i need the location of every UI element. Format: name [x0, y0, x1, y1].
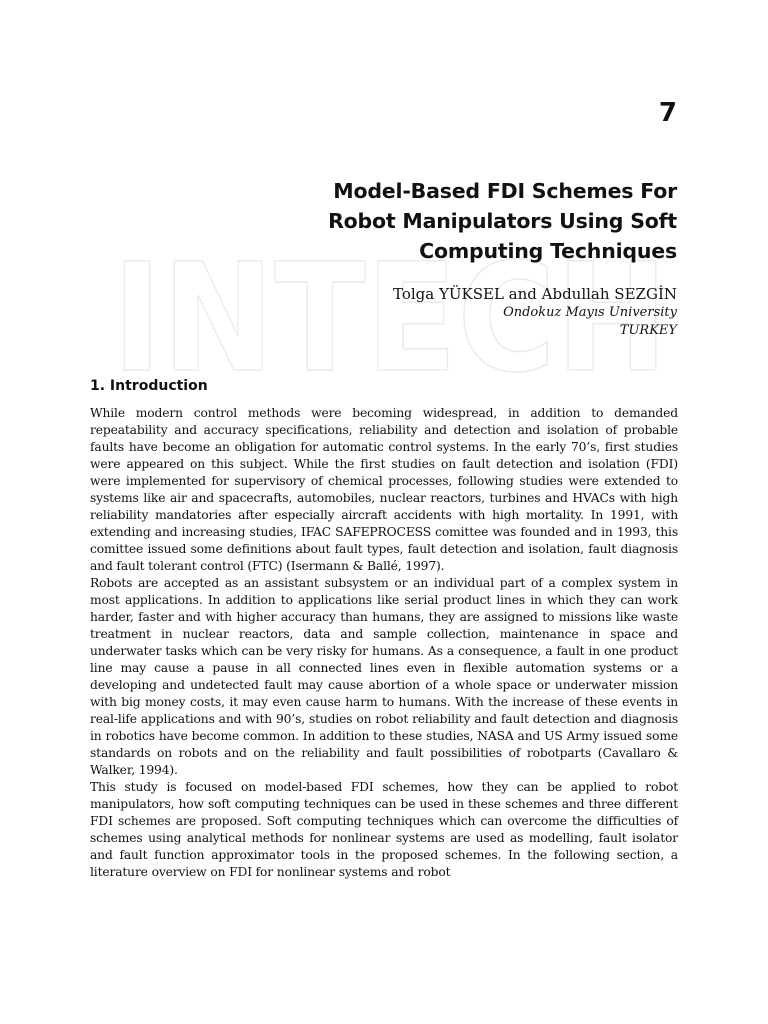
- author-affiliation: [503, 304, 677, 340]
- title-line: Model-Based FDI Schemes For: [333, 179, 677, 203]
- section-heading: 1. Introduction: [90, 378, 208, 394]
- author-names: Tolga YÜKSEL and Abdullah SEZGİN: [392, 285, 677, 303]
- section-body: [90, 405, 678, 881]
- chapter-title: [217, 176, 677, 266]
- title-line: Computing Techniques: [419, 239, 677, 263]
- affiliation-country: TURKEY: [619, 323, 677, 338]
- watermark-text: INTECH: [112, 242, 668, 382]
- paragraph: This study is focused on model-based FDI schemes, how they can be applied to robot manipulators, how soft computing techniques can be used in these schemes and three different FDI schemes are proposed. Soft computing techniques which can overcome the difficulties of schemes using analytical methods for nonlinear systems are used as modelling, fault isolator and fault function approximator tools in the proposed schemes. In the following section, a literature overview on FDI for nonlinear systems and robot: [90, 780, 678, 879]
- chapter-number: 7: [658, 98, 677, 128]
- affiliation-university: Ondokuz Mayıs University: [503, 305, 677, 320]
- title-line: Robot Manipulators Using Soft: [328, 209, 677, 233]
- paragraph: Robots are accepted as an assistant subsystem or an individual part of a complex system in most applications. In addition to applications like serial product lines in which they can work harder, faster and with higher accuracy than humans, they are assigned to missions like waste treatment in nuclear reactors, data and sample collection, maintenance in space and underwater tasks which can be very risky for humans. As a consequence, a fault in one product line may cause a pause in all connected lines even in flexible automation systems or a developing and undetected fault may cause abortion of a whole space or underwater mission with big money costs, it may even cause harm to humans. With the increase of these events in real-life applications and with 90’s, studies on robot reliability and fault detection and diagnosis in robotics have become common. In addition to these studies, NASA and US Army issued some standards on robots and on the reliability and fault possibilities of robotparts (Cavallaro & Walker, 1994).: [90, 576, 678, 777]
- paragraph: While modern control methods were becoming widespread, in addition to demanded repeatability and accuracy specifications, reliability and detection and isolation of probable faults have become an obligation for automatic control systems. In the early 70’s, first studies were appeared on this subject. While the first studies on fault detection and isolation (FDI) were implemented for supervisory of chemical processes, following studies were extended to systems like air and spacecrafts, automobiles, nuclear reactors, turbines and HVACs with high reliability mandatories after especially aircraft accidents with high mortality. In 1991, with extending and increasing studies, IFAC SAFEPROCESS comittee was founded and in 1993, this comittee issued some definitions about fault types, fault detection and isolation, fault diagnosis and fault tolerant control (FTC) (Isermann & Ballé, 1997).: [90, 406, 678, 573]
